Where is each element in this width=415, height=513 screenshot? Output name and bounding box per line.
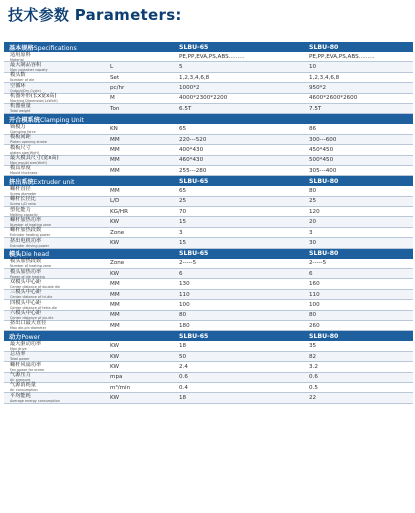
- param-value-model-1: 2-----5: [179, 260, 197, 267]
- param-name: [10, 311, 53, 320]
- section-title-en: Extruder unit: [33, 178, 75, 186]
- param-name: [10, 166, 37, 175]
- table-row: [4, 156, 413, 166]
- section-title-cn: 动力: [9, 333, 22, 341]
- param-name: [10, 218, 51, 227]
- param-value-model-2: 100: [309, 302, 320, 308]
- section-title-en: Specifications: [33, 44, 77, 52]
- param-value-model-1: PE,PP,EVA,PS,ABS.........: [179, 53, 245, 60]
- param-unit: mpa: [110, 374, 123, 381]
- param-unit: L/D: [110, 198, 120, 205]
- param-name-en: Number of heating zone: [10, 264, 52, 269]
- param-name-cn: 螺杆加热功率: [10, 216, 42, 223]
- table-row: [4, 124, 413, 134]
- param-name-cn: 六模头中心距: [10, 310, 42, 317]
- param-name-cn: 螺杆长径比: [10, 196, 36, 203]
- param-value-model-2: 82: [309, 353, 317, 360]
- table-row: [4, 300, 413, 310]
- param-name-en: Max die-pin diameter: [10, 326, 47, 331]
- param-name: [10, 321, 46, 330]
- section-title-en: Power: [21, 333, 41, 341]
- table-row: [4, 186, 413, 196]
- param-value-model-1: 255---280: [179, 167, 207, 174]
- table-row: [4, 228, 413, 238]
- section-4: [4, 331, 413, 403]
- model-1-label: SLBU-65: [179, 177, 209, 185]
- param-value-model-2: 22: [309, 395, 317, 402]
- param-unit: KW: [110, 270, 119, 277]
- param-name-en: Power of die heating: [10, 274, 45, 279]
- table-row: [4, 393, 413, 403]
- param-value-model-2: 35: [309, 343, 317, 350]
- param-name: [10, 342, 41, 351]
- table-row: [4, 207, 413, 217]
- param-unit: M: [110, 95, 115, 102]
- param-unit: KG/HR: [110, 208, 128, 215]
- section-3: [4, 249, 413, 332]
- param-value-model-1: 460*430: [179, 157, 204, 164]
- param-name: [10, 94, 58, 103]
- param-name: [10, 239, 49, 248]
- param-unit: KW: [110, 240, 119, 247]
- param-value-model-1: 110: [179, 291, 190, 298]
- param-value-model-1: 15: [179, 219, 187, 226]
- param-unit: pc/hr: [110, 84, 125, 91]
- param-name-en: Average energy consumption: [10, 398, 60, 403]
- param-name-en: Platen opening stroke: [10, 140, 47, 145]
- section-title-en: Clamping Unit: [39, 116, 84, 124]
- section-header: [4, 249, 413, 259]
- param-name-en: Center distance of double die: [10, 284, 61, 289]
- param-name: [10, 197, 36, 206]
- param-name-cn: 三模头中心距: [10, 289, 42, 296]
- param-name-cn: 模头加热功率: [10, 268, 42, 275]
- param-name-en: Output(Dry Cycle): [10, 88, 41, 93]
- param-name: [10, 394, 60, 403]
- section-title-cn: 开合模系统: [9, 116, 40, 124]
- table-row: [4, 352, 413, 362]
- param-name-cn: 模板尺寸: [10, 144, 31, 151]
- table-row: [4, 362, 413, 372]
- param-value-model-2: 120: [309, 208, 320, 215]
- param-name: [10, 363, 44, 372]
- table-row: [4, 383, 413, 393]
- param-name: [10, 63, 48, 72]
- section-title: [4, 43, 184, 52]
- param-value-model-1: 50: [179, 353, 187, 360]
- param-value-model-1: 2.4: [179, 363, 188, 370]
- param-value-model-1: 70: [179, 208, 187, 215]
- param-value-model-2: 25: [309, 198, 317, 205]
- param-name-en: Max mould size(WxH): [10, 161, 47, 166]
- param-name: [10, 290, 52, 299]
- param-name-cn: 锁模力: [10, 123, 26, 130]
- section-rows: [4, 259, 413, 332]
- param-name-cn: 塑化能力: [10, 206, 31, 213]
- param-value-model-2: 260: [309, 322, 320, 329]
- table-row: [4, 73, 413, 83]
- param-name-en: Total power: [10, 357, 30, 362]
- param-value-model-1: 3: [179, 229, 183, 236]
- param-value-model-1: 6.5T: [179, 105, 192, 112]
- param-value-model-2: 80: [309, 188, 317, 195]
- table-row: [4, 217, 413, 227]
- param-value-model-1: 1000*2: [179, 84, 200, 91]
- model-2-label: SLBU-80: [309, 332, 339, 340]
- param-unit: KW: [110, 219, 119, 226]
- section-1: [4, 114, 413, 176]
- param-name: [10, 135, 47, 144]
- table-row: [4, 341, 413, 351]
- param-name: [10, 156, 59, 165]
- param-name-en: Material: [10, 57, 24, 62]
- param-name-en: Clamping force: [10, 129, 36, 134]
- param-name-en: Center distance of six-die: [10, 316, 54, 321]
- param-name-en: Air pressure: [10, 378, 31, 383]
- param-name-cn: 平均能耗: [10, 392, 31, 399]
- param-value-model-2: 2-----5: [309, 260, 327, 267]
- param-name-cn: 四模头中心距: [10, 299, 42, 306]
- param-name-en: Total weight: [10, 109, 31, 114]
- param-name: [10, 270, 45, 279]
- table-row: [4, 62, 413, 72]
- param-value-model-2: 30: [309, 240, 317, 247]
- param-value-model-1: 18: [179, 395, 187, 402]
- param-unit: MM: [110, 312, 120, 319]
- param-unit: MM: [110, 322, 120, 329]
- param-name-en: Center distance of tri-die: [10, 295, 53, 300]
- section-title-cn: 挤出系统: [9, 178, 34, 186]
- param-value-model-2: 6: [309, 270, 313, 277]
- param-value-model-1: 65: [179, 188, 187, 195]
- param-unit: MM: [110, 281, 120, 288]
- section-rows: [4, 52, 413, 114]
- param-value-model-2: 4600*2600*2600: [309, 95, 358, 102]
- table-row: [4, 135, 413, 145]
- table-row: [4, 259, 413, 269]
- param-value-model-1: 18: [179, 343, 187, 350]
- model-1-label: SLBU-65: [179, 43, 209, 51]
- param-value-model-2: PE,PP,EVA,PS,ABS.........: [309, 53, 375, 60]
- param-unit: m³/min: [110, 384, 131, 391]
- table-row: [4, 279, 413, 289]
- section-rows: [4, 341, 413, 403]
- section-header: [4, 114, 413, 124]
- param-name-cn: 螺杆加热段数: [10, 227, 42, 234]
- param-name: [10, 73, 34, 82]
- param-value-model-1: 1,2,3,4,6,8: [179, 74, 210, 81]
- param-value-model-2: 0.5: [309, 384, 318, 391]
- table-row: [4, 166, 413, 176]
- param-unit: MM: [110, 136, 120, 143]
- param-name-cn: 模具厚度: [10, 165, 31, 172]
- param-value-model-2: 1,2,3,4,6,8: [309, 74, 340, 81]
- param-unit: MM: [110, 188, 120, 195]
- param-value-model-2: 7.5T: [309, 105, 322, 112]
- table-row: [4, 290, 413, 300]
- param-value-model-2: 300---600: [309, 136, 337, 143]
- model-1-label: SLBU-65: [179, 332, 209, 340]
- table-row: [4, 52, 413, 62]
- section-header: [4, 42, 413, 52]
- param-value-model-1: 25: [179, 198, 187, 205]
- param-value-model-2: 3: [309, 229, 313, 236]
- param-value-model-2: 305---400: [309, 167, 337, 174]
- section-rows: [4, 124, 413, 176]
- param-name: [10, 280, 60, 289]
- table-row: [4, 311, 413, 321]
- section-title-cn: 模头: [9, 251, 22, 259]
- param-name: [10, 53, 31, 62]
- param-name-cn: 挤出口最大直径: [10, 320, 47, 327]
- param-name: [10, 301, 57, 310]
- model-1-label: SLBU-65: [179, 250, 209, 258]
- param-value-model-2: 80: [309, 312, 317, 319]
- param-unit: MM: [110, 302, 120, 308]
- param-value-model-1: 180: [179, 322, 190, 329]
- table-row: [4, 269, 413, 279]
- param-name: [10, 373, 31, 382]
- table-row: [4, 197, 413, 207]
- section-0: [4, 42, 413, 114]
- param-name: [10, 208, 38, 217]
- param-unit: MM: [110, 291, 120, 298]
- model-2-label: SLBU-80: [309, 177, 339, 185]
- param-name: [10, 383, 38, 392]
- param-unit: L: [110, 64, 114, 71]
- param-value-model-1: 6: [179, 270, 183, 277]
- param-unit: Zone: [110, 260, 125, 267]
- param-value-model-2: 500*450: [309, 157, 334, 164]
- section-header: [4, 331, 413, 341]
- table-row: [4, 83, 413, 93]
- section-title: [4, 249, 184, 258]
- param-value-model-2: 160: [309, 281, 320, 288]
- param-name-cn: 最大制品容积: [10, 61, 42, 68]
- param-unit: Ton: [110, 105, 120, 112]
- param-value-model-1: 0.4: [179, 384, 188, 391]
- param-value-model-1: 220---520: [179, 136, 207, 143]
- param-unit: MM: [110, 146, 120, 153]
- param-name-cn: 螺杆风扇功率: [10, 361, 42, 368]
- param-value-model-2: 20: [309, 219, 317, 226]
- table-row: [4, 238, 413, 248]
- param-name-en: Fan power for screw: [10, 367, 45, 372]
- param-unit: KW: [110, 343, 119, 350]
- param-unit: KW: [110, 363, 119, 370]
- param-value-model-2: 3.2: [309, 363, 318, 370]
- param-name-cn: 最大模具尺寸(宽x高): [10, 155, 59, 162]
- param-value-model-2: 950*2: [309, 84, 327, 91]
- param-value-model-1: 5: [179, 64, 183, 71]
- table-row: [4, 94, 413, 104]
- param-unit: MM: [110, 157, 120, 164]
- param-name: [10, 84, 41, 93]
- param-value-model-1: 0.6: [179, 374, 188, 381]
- param-value-model-1: 65: [179, 126, 187, 133]
- param-unit: Set: [110, 74, 120, 81]
- section-title-cn: 基本规格: [9, 44, 34, 52]
- param-name-cn: 机器外形(长x宽x高): [10, 93, 57, 100]
- param-value-model-1: 130: [179, 281, 190, 288]
- table-row: [4, 145, 413, 155]
- section-rows: [4, 186, 413, 248]
- param-name-cn: 模板间距: [10, 134, 31, 141]
- param-name-cn: 模头数: [10, 72, 26, 79]
- param-name-cn: 模头加热段数: [10, 258, 42, 265]
- param-name-en: Air consumption: [10, 388, 38, 393]
- param-name: [10, 228, 50, 237]
- param-value-model-2: 450*450: [309, 146, 334, 153]
- section-title: [4, 115, 184, 124]
- param-value-model-2: 10: [309, 64, 317, 71]
- table-row: [4, 373, 413, 383]
- param-name-en: Number of heating zone: [10, 222, 52, 227]
- param-unit: KW: [110, 353, 119, 360]
- param-value-model-1: 80: [179, 312, 187, 319]
- table-row: [4, 104, 413, 114]
- model-2-label: SLBU-80: [309, 250, 339, 258]
- param-unit: Zone: [110, 229, 125, 236]
- param-value-model-2: 0.6: [309, 374, 318, 381]
- param-name-cn: 气源压力: [10, 372, 31, 379]
- section-title-en: Die head: [21, 251, 50, 259]
- section-title: [4, 177, 184, 186]
- param-name-cn: 最大驱动功率: [10, 340, 42, 347]
- param-value-model-1: 100: [179, 302, 190, 308]
- param-name-en: Extruder heating power: [10, 233, 51, 238]
- param-name-cn: 螺杆直径: [10, 185, 31, 192]
- param-name-en: Melting capacity: [10, 212, 38, 217]
- param-name-cn: 适用原料: [10, 51, 31, 58]
- param-name-en: Center distance of tetra-die: [10, 305, 57, 310]
- param-name-en: Mould thickness: [10, 171, 38, 176]
- param-unit: KN: [110, 126, 118, 133]
- param-name-cn: 机器重量: [10, 103, 31, 110]
- param-unit: MM: [110, 167, 120, 174]
- table-row: [4, 321, 413, 331]
- param-value-model-1: 400*430: [179, 146, 204, 153]
- parameters-table: [4, 42, 413, 404]
- section-2: [4, 176, 413, 248]
- param-name-cn: 挤出电机功率: [10, 237, 42, 244]
- param-value-model-1: 15: [179, 240, 187, 247]
- section-header: [4, 176, 413, 186]
- page-title: 技术参数 Parameters:: [8, 6, 182, 24]
- param-unit: KW: [110, 395, 119, 402]
- param-name-en: Number of die: [10, 78, 35, 83]
- param-name: [10, 259, 51, 268]
- param-value-model-2: 86: [309, 126, 317, 133]
- param-name-cn: 总功率: [10, 351, 26, 358]
- param-name-en: platen size(WxH): [10, 150, 39, 155]
- param-name-en: Extruder driving power: [10, 243, 50, 248]
- param-name: [10, 187, 37, 196]
- param-name-en: Max container capaity: [10, 67, 48, 72]
- section-title: [4, 332, 184, 341]
- param-name-en: Screw L/D ratio: [10, 202, 36, 207]
- param-name-cn: 气源消耗量: [10, 382, 36, 389]
- param-name: [10, 104, 31, 113]
- param-value-model-2: 110: [309, 291, 320, 298]
- param-name: [10, 146, 39, 155]
- param-name-en: Screw diameter: [10, 191, 37, 196]
- param-value-model-1: 4000*2300*2200: [179, 95, 228, 102]
- param-name: [10, 352, 29, 361]
- param-name-cn: 双模头中心距: [10, 278, 42, 285]
- param-name-en: Max drive: [10, 346, 27, 351]
- param-name-en: Machine Dimension(LxWxH): [10, 99, 58, 104]
- param-name: [10, 125, 36, 134]
- param-name-cn: 空循环: [10, 82, 26, 89]
- model-2-label: SLBU-80: [309, 43, 339, 51]
